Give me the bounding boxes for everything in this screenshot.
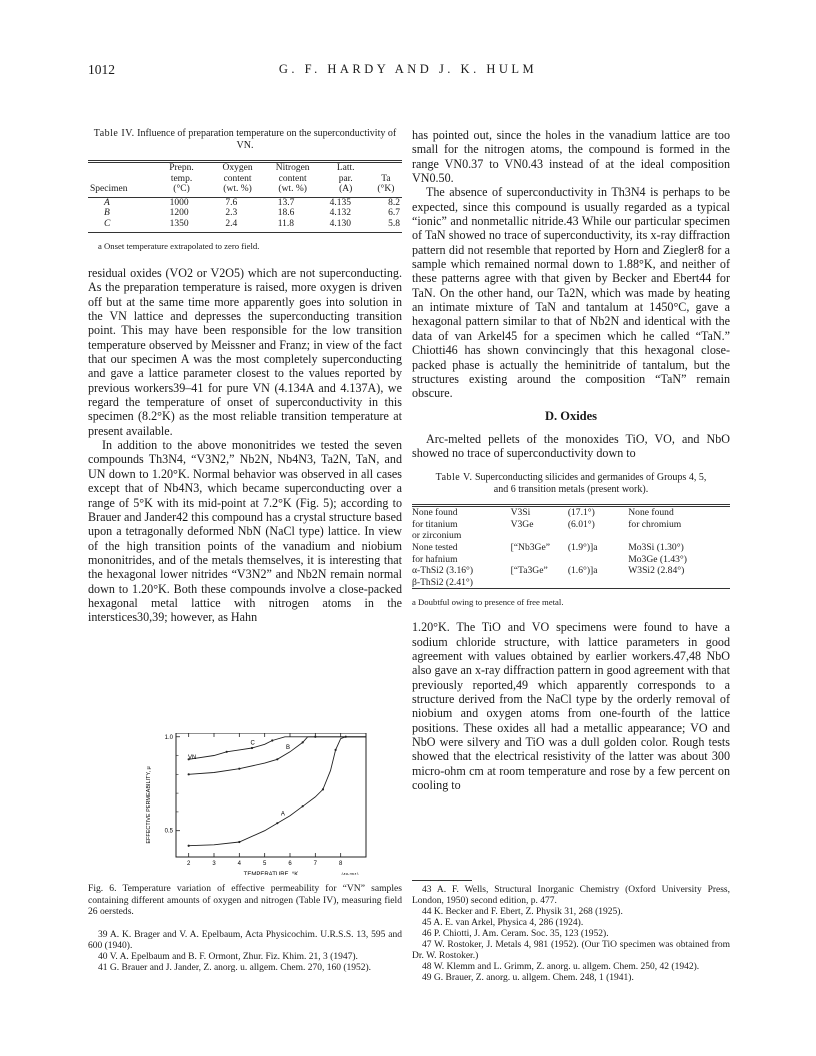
reference-45: 45 A. E. van Arkel, Physica 4, 286 (1924).: [422, 918, 584, 928]
data-point: [238, 768, 240, 770]
reference-40: 40 V. A. Epelbaum and B. F. Ormont, Zhur. Fiz. Khim. 21, 3 (1947).: [98, 951, 358, 962]
table-row: [412, 577, 730, 589]
series-label: B: [286, 744, 291, 751]
series-vn-label: VN: [188, 755, 197, 761]
data-point: [322, 788, 324, 790]
table-cell: [628, 577, 730, 589]
right-paragraph-1: has pointed out, since the holes in the vanadium lattice are too small for the nitrogen atoms, the compound is formed in the range VN0.37 to VN0.43 instead of at the ideal composition VN0.50.: [412, 128, 730, 186]
table-cell: [568, 554, 628, 566]
table-cell: 6.7: [388, 208, 400, 218]
table-cell: V3Si: [510, 507, 531, 519]
footnote-rule: [412, 880, 472, 881]
right-paragraph-2: The absence of superconductivity in Th3N4 is perhaps to be expected, since this compound is usually regarded as a typical “ionic” and nonmetallic nitride.43 While our particular specimen of TaN showed no trace of superconductivity, its x-ray diffraction pattern did not resemble that reported by Horn and Ziegler8 for a sample which remained normal down to 1.88°K, and neither of these patterns agree with that given by Becker and Ebert44 for TaN. On the other hand, our Ta2N, which was made by heating an intimate mixture of TaN and tantalum at 1450°C, gave a hexagonal pattern similar to that of Nb2N and identical with the data of van Arkel45 for a specimen which he called “TaN.” Chiotti46 has shown convincingly that this hexagonal close-packed phase is actually the heminitride of tantalum, but the structures existing around the composition “TaN” remain obscure.: [412, 185, 730, 401]
table-cell: W3Si2 (2.84°): [628, 565, 685, 577]
left-paragraph-1: residual oxides (VO2 or V2O5) which are not superconducting. As the preparation temperature is raised, more oxygen is driven off but at the same time more apparently goes into solution in the VN lattice and depresses the superconducting transition point. This may have been responsible for the low transition temperature observed by Meissner and Franz; in view of the fact that our specimen A was the most completely superconducting and gave a lattice parameter closest to the values reported by previous workers39–41 for pure VN (4.134A and 4.137A), we regard the temperature of onset of superconductivity in this specimen (8.2°K) as the most reliable transition temperature at present available.: [88, 266, 402, 438]
table4-col-oxygen: Oxygen content (wt. %): [222, 163, 253, 194]
figure-6-caption: Fig. 6. Temperature variation of effective permeability for “VN” samples containing different amounts of oxygen and nitrogen (Table IV), measuring field 26 oersteds.: [88, 883, 402, 917]
table-cell: [511, 577, 568, 589]
table-cell: (6.01°): [567, 518, 595, 530]
table4-col-specimen: Specimen: [90, 184, 128, 194]
table-cell: None found: [628, 507, 674, 519]
x-tick-label: 6: [288, 861, 292, 867]
x-tick-label: 3: [212, 861, 216, 867]
table-cell: None tested: [412, 542, 458, 553]
table-cell: 8.2: [388, 197, 400, 208]
table4-caption: [88, 128, 402, 152]
section-title-oxides: D. Oxides: [544, 408, 598, 423]
y-axis-label: EFFECTIVE PERMEABILITY, μ: [146, 766, 152, 844]
data-point: [226, 751, 228, 753]
table5: [412, 504, 730, 589]
running-head: G. F. HARDY AND J. K. HULM: [278, 62, 538, 76]
table-row: [88, 197, 402, 208]
table-cell: B: [104, 208, 110, 218]
table-row: [412, 519, 730, 531]
table-cell: [511, 554, 568, 566]
table5-footnote: a Doubtful owing to presence of free metal.: [412, 597, 564, 608]
table-cell: (1.9°)]a: [567, 542, 598, 553]
table-cell: V3Ge: [510, 518, 534, 530]
table-row: [412, 542, 730, 554]
table-row: [412, 506, 730, 519]
table-cell: A: [104, 197, 110, 208]
table-cell: 4.132: [329, 208, 352, 218]
left-references: [88, 930, 402, 974]
table-cell: [511, 530, 568, 542]
table-cell: α-ThSi2 (3.16°): [412, 565, 474, 577]
table-cell: 11.8: [277, 218, 294, 229]
reference-46: 46 P. Chiotti, J. Am. Ceram. Soc. 35, 123 (1952).: [422, 929, 609, 939]
table-cell: or zirconium: [412, 530, 462, 542]
reference-43: 43 A. F. Wells, Structural Inorganic Chemistry (Oxford University Press, London, 1950) second edition, p. 477.: [412, 885, 730, 906]
series-label: C: [250, 740, 255, 747]
table4-footnote: a Onset temperature extrapolated to zero field.: [98, 241, 260, 251]
left-paragraph-2: In addition to the above mononitrides we tested the seven compounds Th3N4, “V3N2,” Nb2N, Nb4N3, Ta2N, TaN, and UN down to 1.20°K. Normal behavior was observed in all cases except that of Nb4N3, which became superconducting over a range of 5°K with its mid-point at 7.2°K (Fig. 5); according to Brauer and Jander42 this compound has a crystal structure based upon a tetragonally deformed NbN (NaCl type) lattice. In view of the high transition points of the vanadium and niobium mononitrides, and of the metals themselves, it is interesting that the hexagonal lower nitrides “V3N2” and Nb2N remain normal down to 1.20°K. Both these compounds involve a close-packed hexagonal metal lattice with nitrogen atoms in the interstices30,39; however, as Hahn: [88, 438, 402, 625]
x-axis-label: TEMPERATURE, °K: [243, 872, 299, 875]
table-cell: [“Ta3Ge”: [510, 565, 548, 577]
table-cell: for hafnium: [412, 553, 458, 565]
table-cell: [568, 577, 628, 589]
left-bottom-block: [88, 883, 402, 974]
table-cell: 2.4: [225, 218, 238, 229]
table-cell: β-ThSi2 (2.41°): [412, 576, 473, 588]
table-cell: 1200: [169, 208, 189, 218]
table-cell: (17.1°): [567, 507, 595, 519]
x-tick-label: 5: [262, 861, 267, 867]
table-cell: Mo3Ge (1.43°): [628, 553, 687, 565]
reference-48: 48 W. Klemm and L. Grimm, Z. anorg. u. allgem. Chem. 250, 42 (1942).: [422, 962, 700, 972]
reference-39: 39 A. K. Brager and V. A. Epelbaum, Acta Physicochim. U.R.S.S. 13, 595 and 600 (1940).: [88, 929, 402, 951]
data-point: [251, 747, 253, 749]
table-cell: 18.6: [277, 208, 295, 218]
reference-47: 47 W. Rostoker, J. Metals 4, 981 (1952). (Our TiO specimen was obtained from Dr. W. Rostoker.): [412, 940, 730, 961]
table-cell: [568, 530, 628, 542]
table5-label: Table V.: [435, 472, 473, 484]
page-number: 1012: [88, 62, 115, 77]
figure-code: (48-251): [341, 872, 359, 875]
data-point: [335, 749, 337, 751]
reference-44: 44 K. Becker and F. Ebert, Z. Physik 31, 268 (1925).: [422, 907, 623, 917]
page-header: [0, 62, 816, 82]
table-cell: for titanium: [412, 518, 458, 530]
figure-6: [88, 733, 402, 875]
table4-title: Influence of preparation temperature on the superconductivity of VN.: [137, 128, 397, 151]
reference-49: 49 G. Brauer, Z. anorg. u. allgem. Chem. 248, 1 (1941).: [422, 973, 634, 983]
table-cell: [628, 530, 730, 542]
series-line-a: [189, 737, 366, 846]
data-point: [188, 773, 190, 775]
data-point: [271, 739, 273, 741]
right-references: [412, 880, 730, 984]
table-cell: C: [104, 218, 111, 229]
table5-caption: [412, 472, 730, 496]
x-tick-label: 8: [338, 861, 343, 867]
right-paragraph-4: 1.20°K. The TiO and VO specimens were found to have a sodium chloride structure, with lattice parameters in good agreement with values obtained by earlier workers.47,48 NbO also gave an x-ray diffraction pattern in good agreement with that previously reported,49 which apparently corresponds to a structure derived from the NaCl type by the orderly removal of niobium and oxygen atoms from one-fourth of the lattice positions. These oxides all had a metallic appearance; VO and NbO were silvery and TiO was a dull golden color. Rough tests showed that the electrical resistivity of the latter was about 300 micro-ohm cm at room temperature and rose by a few percent on cooling to: [412, 620, 730, 793]
series-line-c: [189, 737, 366, 760]
data-point: [302, 805, 304, 807]
table-cell: 5.8: [388, 218, 400, 229]
table4: [88, 160, 402, 233]
table-cell: 4.135: [329, 197, 352, 208]
table-cell: for chromium: [628, 518, 682, 530]
table-row: [412, 530, 730, 542]
table-cell: 4.130: [329, 218, 352, 229]
table5-title: Superconducting silicides and germanides of Groups 4, 5, and 6 transition metals (present work).: [474, 472, 707, 496]
x-tick-label: 4: [237, 861, 242, 867]
table4-col-tc: Ta (°K): [377, 173, 395, 194]
data-point: [276, 822, 278, 824]
left-column: [88, 128, 402, 625]
table-row: [412, 554, 730, 566]
table-cell: 2.3: [225, 208, 238, 218]
data-point: [276, 758, 278, 760]
series-label: A: [280, 811, 285, 818]
table-row: [412, 565, 730, 577]
figure-6-chart: [88, 733, 402, 875]
table-cell: 13.7: [277, 197, 295, 208]
table4-col-nitrogen: Nitrogen content (wt. %): [275, 163, 310, 194]
plot-frame: [176, 733, 366, 857]
right-paragraph-3: Arc-melted pellets of the monoxides TiO, VO, and NbO showed no trace of superconductivity down to: [412, 431, 730, 460]
reference-41: 41 G. Brauer and J. Jander, Z. anorg. u. allgem. Chem. 270, 160 (1952).: [98, 962, 372, 973]
y-tick-label: 1.0: [164, 734, 173, 741]
table-row: [88, 208, 402, 219]
y-tick-label: 0.5: [164, 828, 173, 835]
table-cell: (1.6°)]a: [567, 565, 598, 577]
table-cell: Mo3Si (1.30°): [628, 542, 684, 553]
data-point: [302, 741, 304, 743]
x-tick-label: 2: [186, 861, 191, 867]
right-column: [412, 128, 730, 793]
table4-label: Table IV.: [93, 128, 135, 139]
table-row: [88, 219, 402, 233]
table4-col-temp: Prepn. temp. (°C): [169, 163, 194, 194]
table-cell: 1350: [169, 218, 189, 229]
table-cell: [“Nb3Ge”: [510, 542, 550, 553]
table4-col-lattice: Latt. par. (A): [336, 163, 355, 194]
data-point: [188, 845, 190, 847]
data-point: [238, 841, 240, 843]
table-cell: None found: [412, 507, 458, 519]
table-cell: 1000: [169, 197, 189, 208]
table-cell: 7.6: [225, 197, 238, 208]
x-tick-label: 7: [313, 861, 318, 867]
